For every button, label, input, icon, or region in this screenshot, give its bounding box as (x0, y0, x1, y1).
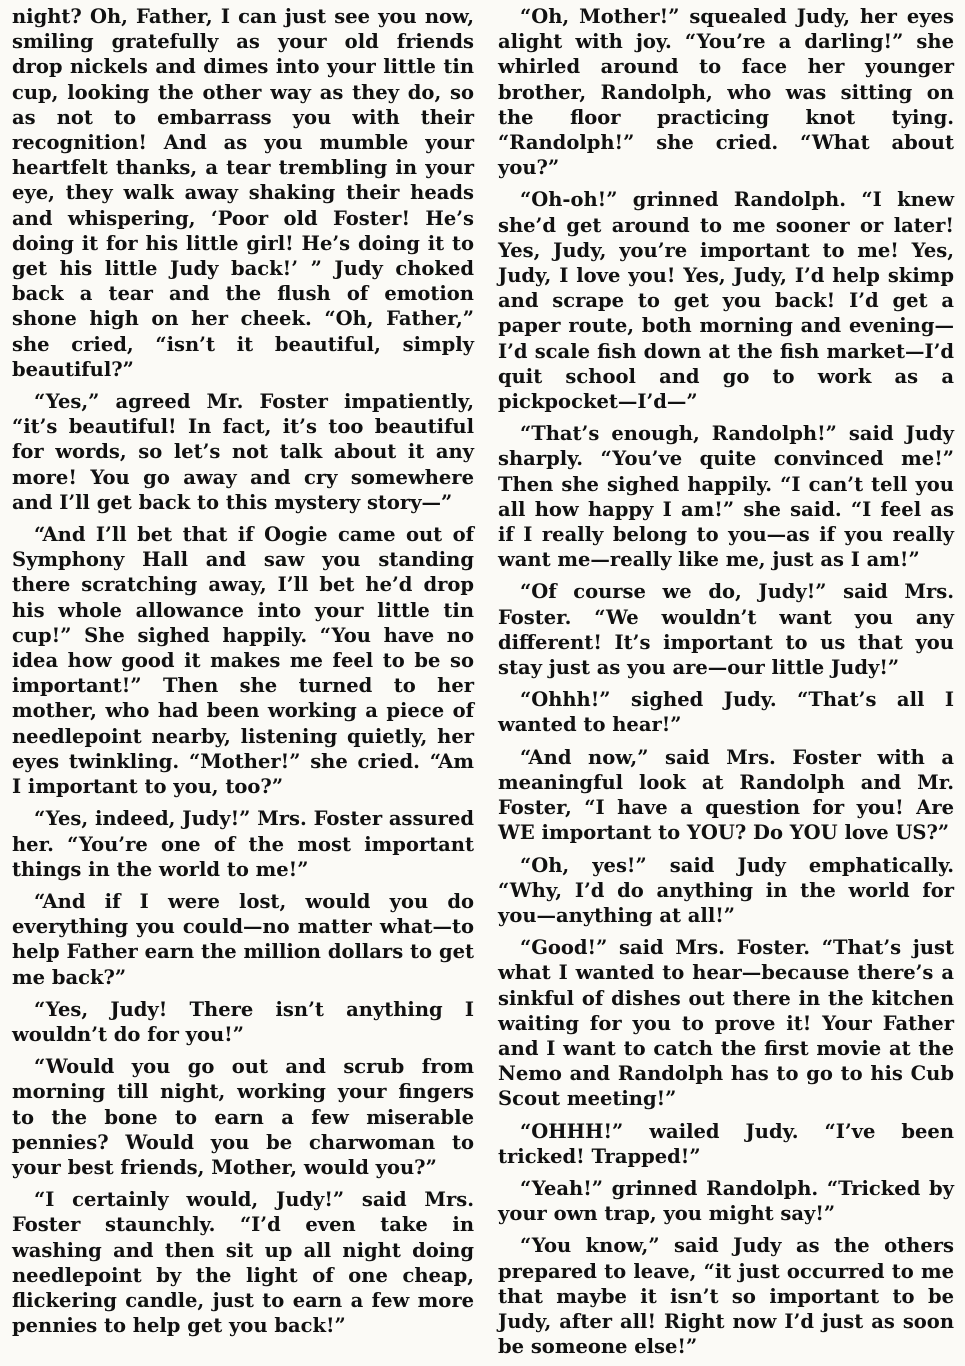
paragraph: “Yes, Judy! There isn’t anything I wouldn’t do for you!” (12, 997, 474, 1046)
paragraph: night? Oh, Father, I can just see you now, smiling gratefully as your old friends drop nickels and dimes into your little tin cup, looking the other way as they do, so as not to embarrass you with their recognition! And as you mumble your heartfelt thanks, a tear trembling in your eye, they walk away shaking their heads and whispering, ‘Poor old Foster! He’s doing it for his little girl! He’s doing it to get his little Judy back!’ ” Judy choked back a tear and the flush of emotion shone high on her cheek. “Oh, Father,” she cried, “isn’t it beautiful, simply beautiful?” (12, 5, 474, 381)
column-gutter (484, 0, 485, 1302)
paragraph: “And now,” said Mrs. Foster with a meaningful look at Randolph and Mr. Foster, “I have a question for you! Are WE important to YOU? Do YOU love US?” (498, 745, 954, 845)
paragraph: “That’s enough, Randolph!” said Judy sharply. “You’ve quite convinced me!” Then she sighed happily. “I can’t tell you all how happy I am!” she said. “I feel as if I really belong to you—as if you really want me—really like me, just as I am!” (498, 422, 954, 572)
paragraph: “You know,” said Judy as the others prepared to leave, “it just occurred to me that maybe it isn’t so important to be Judy, after all! Right now I’d just as soon be someone else!” (498, 1234, 954, 1359)
paragraph: “Good!” said Mrs. Foster. “That’s just what I wanted to hear—because there’s a sinkful of dishes out there in the kitchen waiting for you to prove it! Your Father and I want to catch the first movie at the Nemo and Randolph has to go to his Cub Scout meeting!” (498, 936, 954, 1111)
paragraph: “Yes,” agreed Mr. Foster impatiently, “it’s beautiful! In fact, it’s too beautiful for words, so let’s not talk about it any more! You go away and cry somewhere and I’ll get back to this mystery story—” (12, 390, 474, 514)
right-column (498, 4, 954, 1366)
paragraph: “And if I were lost, would you do everything you could—no matter what—to help Father earn the million dollars to get me back?” (12, 889, 474, 989)
paragraph: “Yes, indeed, Judy!” Mrs. Foster assured her. “You’re one of the most important things in the world to me!” (12, 807, 474, 881)
paragraph: “Ohhh!” sighed Judy. “That’s all I wanted to hear!” (498, 688, 954, 737)
paragraph: “Would you go out and scrub from morning till night, working your fingers to the bone to earn a few miserable pennies? Would you be charwoman to your best friends, Mother, would you?” (12, 1055, 474, 1179)
paragraph: “Oh, yes!” said Judy emphatically. “Why, I’d do anything in the world for you—anything at all!” (498, 853, 954, 927)
paragraph: “Oh, Mother!” squealed Judy, her eyes alight with joy. “You’re a darling!” she whirled around to face her younger brother, Randolph, who was sitting on the floor practicing knot tying. “Randolph!” she cried. “What about you?” (498, 5, 954, 180)
paragraph: “And I’ll bet that if Oogie came out of Symphony Hall and saw you standing there scratching away, I’ll bet he’d drop his whole allowance into your little tin cup!” She sighed happily. “You have no idea how good it makes me feel to be so important!” Then she turned to her mother, who had been working a piece of needlepoint nearby, listening quietly, her eyes twinkling. “Mother!” she cried. “Am I important to you, too?” (12, 523, 474, 799)
paragraph: “Yeah!” grinned Randolph. “Tricked by your own trap, you might say!” (498, 1176, 954, 1226)
paragraph: “OHHH!” wailed Judy. “I’ve been tricked! Trapped!” (498, 1119, 954, 1168)
paragraph: “Of course we do, Judy!” said Mrs. Foster. “We wouldn’t want you any different! It’s important to us that you stay just as you are—our little Judy!” (498, 580, 954, 680)
paragraph: “Oh-oh!” grinned Randolph. “I knew she’d get around to me sooner or later! Yes, Judy, you’re important to me! Yes, Judy, I love you! Yes, Judy, I’d help skimp and scrape to get you back! I’d get a paper route, both morning and evening—I’d scale fish down at the fish market—I’d quit school and go to work as a pickpocket—I’d—” (498, 188, 954, 414)
paragraph: “I certainly would, Judy!” said Mrs. Foster staunchly. “I’d even take in washing and then sit up all night doing needlepoint by the light of one cheap, flickering candle, just to earn a few more pennies to help get you back!” (12, 1188, 474, 1338)
left-column (12, 4, 474, 1345)
